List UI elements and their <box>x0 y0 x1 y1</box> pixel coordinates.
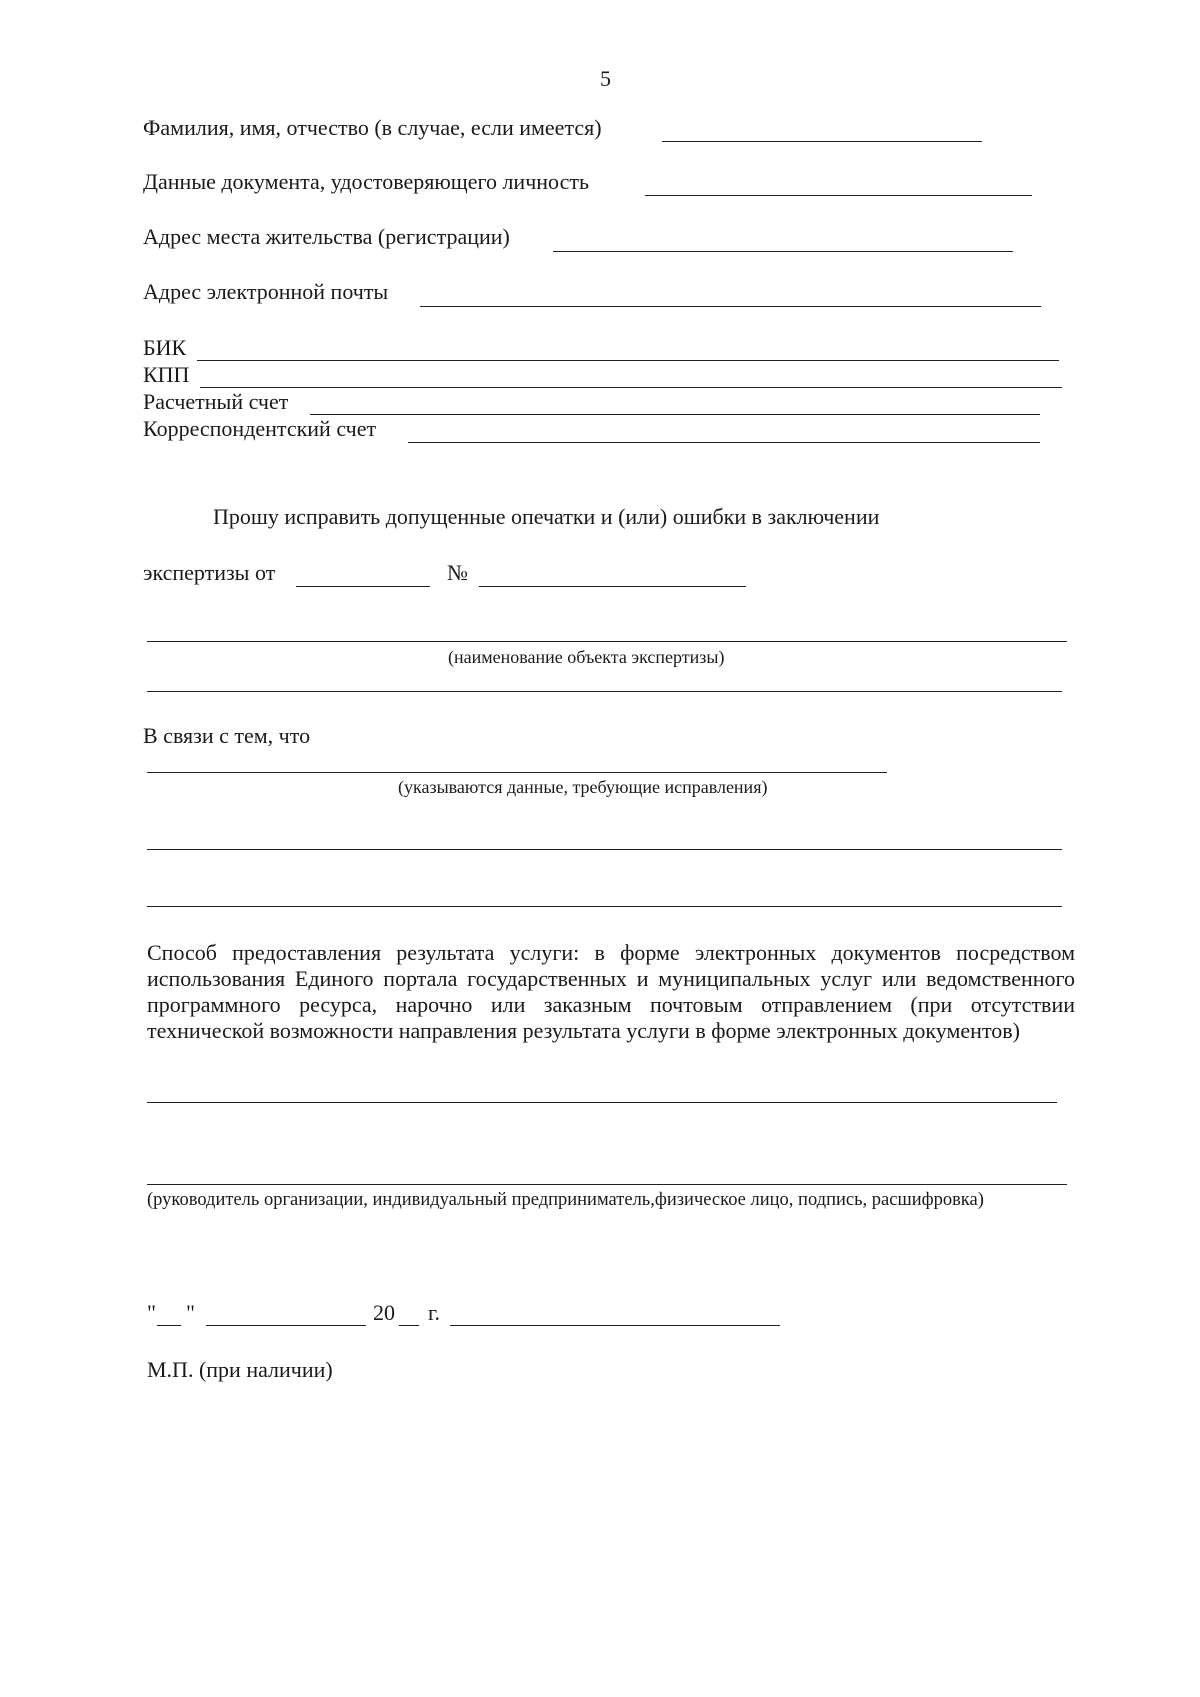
account-label: Расчетный счет <box>143 389 289 414</box>
address-line[interactable] <box>553 251 1013 252</box>
kpp-label: КПП <box>143 362 190 387</box>
id-document-label: Данные документа, удостоверяющего личность <box>143 169 590 194</box>
reason-line[interactable] <box>147 772 887 773</box>
delivery-method-line[interactable] <box>147 1102 1057 1103</box>
date-day-line[interactable] <box>157 1325 181 1326</box>
date-year-suffix: г. <box>428 1300 441 1325</box>
number-sign: № <box>447 560 468 585</box>
object-name-caption: (наименование объекта экспертизы) <box>448 647 725 667</box>
delivery-method-paragraph: Способ предоставления результата услуги: в форме электронных документов посредством использования Единого портала государственных и муниципальных услуг или ведомственного программного ресурса, нарочно или заказным почтовым отправлением (при отсутствии технической возможности направления результата услуги в форме электронных документов) <box>147 940 1075 1043</box>
corr-account-label: Корреспондентский счет <box>143 416 377 441</box>
account-line[interactable] <box>310 414 1040 415</box>
reason-line-3[interactable] <box>147 906 1062 907</box>
object-name-line-2[interactable] <box>147 691 1062 692</box>
corr-account-line[interactable] <box>408 442 1040 443</box>
request-line-1: Прошу исправить допущенные опечатки и (или) ошибки в заключении <box>213 504 880 529</box>
date-year-line[interactable] <box>399 1325 419 1326</box>
expertise-number-line[interactable] <box>479 586 746 587</box>
page-number: 5 <box>600 66 611 91</box>
date-year-prefix: 20 <box>373 1300 395 1325</box>
reason-caption: (указываются данные, требующие исправления) <box>398 777 768 797</box>
fio-line[interactable] <box>662 141 982 142</box>
fio-label: Фамилия, имя, отчество (в случае, если имеется) <box>143 115 602 140</box>
bik-line[interactable] <box>197 360 1059 361</box>
expertise-from-label: экспертизы от <box>143 560 276 585</box>
address-label: Адрес места жительства (регистрации) <box>143 224 510 249</box>
email-line[interactable] <box>420 306 1041 307</box>
expertise-date-line[interactable] <box>296 586 430 587</box>
reason-label: В связи с тем, что <box>143 723 311 748</box>
date-quote-close: " <box>186 1300 195 1325</box>
id-document-line[interactable] <box>645 195 1032 196</box>
signature-caption: (руководитель организации, индивидуальный предприниматель,физическое лицо, подпись, расшифровка) <box>147 1190 984 1210</box>
kpp-line[interactable] <box>200 387 1062 388</box>
email-label: Адрес электронной почты <box>143 279 389 304</box>
object-name-line[interactable] <box>147 641 1067 642</box>
date-quote-open: " <box>147 1300 156 1325</box>
stamp-label: М.П. (при наличии) <box>147 1357 333 1382</box>
date-month-line[interactable] <box>206 1325 366 1326</box>
date-signature-line[interactable] <box>450 1325 780 1326</box>
signature-line[interactable] <box>147 1184 1067 1185</box>
bik-label: БИК <box>143 335 187 360</box>
reason-line-2[interactable] <box>147 849 1062 850</box>
